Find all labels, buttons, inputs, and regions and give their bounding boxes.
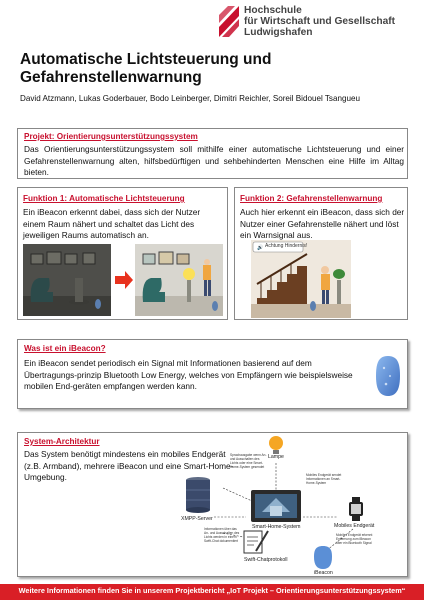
node-swift: Swift-Chatprotokoll — [244, 557, 288, 563]
funktion1-section — [17, 187, 228, 320]
light-control-illustration — [23, 244, 223, 316]
funktion2-text: Auch hier erkennt ein iBeacon, dass sich der Nutzer einer Gefahrenstelle nähert und löst ein Warnsignal aus. — [240, 207, 405, 241]
ibeacon-device-icon — [374, 354, 402, 398]
server-icon — [186, 477, 210, 513]
author-list: David Atzmann, Lukas Goderbauer, Bodo Leinberger, Dimitri Reichler, Soreil Bidouel Tsangueu — [20, 94, 360, 103]
ibeacon-section — [17, 339, 408, 409]
note-mobile-sends: Mobiles Endgerät sendet Informationen an Smart-Home-System — [306, 473, 342, 485]
note-swift-chat: Informationen über das An- und Ausschalten des Lichts werden in einem Swift-Chat dokumentiert — [204, 527, 240, 543]
footer-bar — [0, 584, 424, 600]
transition-arrow-icon — [115, 271, 133, 289]
logo-line-1: Hochschule — [244, 5, 302, 16]
ibeacon-icon — [314, 546, 332, 569]
footer-text: Weitere Informationen finden Sie in unserem Projektbericht „IoT Projekt – Orientierungsunterstützungssystem“ — [18, 586, 406, 595]
node-lampe: Lampe — [268, 454, 284, 460]
university-name[interactable] — [244, 5, 395, 38]
projekt-section — [17, 128, 408, 179]
node-ibeacon: iBeacon — [314, 570, 333, 576]
lamp-icon — [269, 436, 283, 454]
system-heading: System-Architektur — [24, 437, 100, 446]
note-bluetooth: Mobiles Endgerät erkennt Entfernung zum iBeacon über ein Bluetooth Signal — [336, 533, 373, 545]
projekt-heading: Projekt: Orientierungsunterstützungssystem — [24, 132, 198, 141]
chat-protocol-icon — [244, 531, 268, 553]
node-smarthome: Smart-Home-System — [252, 524, 301, 530]
system-text: Das System benötigt mindestens ein mobiles Endgerät (z.B. Armband), mehrere iBeacon und eine Smart-Home-Umgebung. — [24, 449, 234, 483]
ibeacon-text: Ein iBeacon sendet periodisch ein Signal mit Informationen basierend auf dem Übertragungs-prinzip Bluetooth Low Energy, welches von Empfängern wie beispielsweise mobilen End-geräten empfangen werden kann. — [24, 358, 353, 392]
logo-line-3: Ludwigshafen — [244, 27, 313, 38]
logo-line-2: für Wirtschaft und Gesellschaft — [244, 16, 396, 27]
funktion1-heading: Funktion 1: Automatische Lichtsteuerung — [23, 194, 185, 203]
svg-text:🔊: 🔊 — [257, 245, 264, 251]
projekt-text: Das Orientierungsunterstützungssystem soll mithilfe einer automatische Lichtsteuerung und einer Gefahrenstellenwarnung alten, hilfsbedürftigen und sehbehinderten Menschen eine Hilfe im Alltag bieten. — [24, 144, 404, 178]
hazard-warning-illustration — [251, 240, 351, 318]
funktion2-section — [234, 187, 408, 320]
smartwatch-icon — [349, 497, 363, 521]
smart-home-icon — [251, 490, 301, 522]
university-logo-icon — [219, 6, 239, 37]
node-mobile: Mobiles Endgerät — [334, 523, 375, 529]
node-xmpp: XMPP-Server — [181, 516, 213, 522]
speech-bubble-text: Achtung Hindernis! — [265, 243, 308, 249]
ibeacon-heading: Was ist ein iBeacon? — [24, 344, 106, 353]
note-sprachausgabe: Sprachausgabe wenn An- und Ausschalten des Lichts oder eine Smart-Home-System gesendet — [230, 453, 267, 469]
funktion2-heading: Funktion 2: Gefahrenstellenwarnung — [240, 194, 383, 203]
architecture-diagram — [18, 433, 409, 578]
funktion1-text: Ein iBeacon erkennt dabei, dass sich der Nutzer einem Raum nähert und schaltet das Licht des jeweiligen Raums automatisch an. — [23, 207, 201, 241]
poster-title: Automatische Lichtsteuerung und Gefahrenstellenwarnung — [20, 51, 272, 86]
system-architecture-section — [17, 432, 408, 577]
